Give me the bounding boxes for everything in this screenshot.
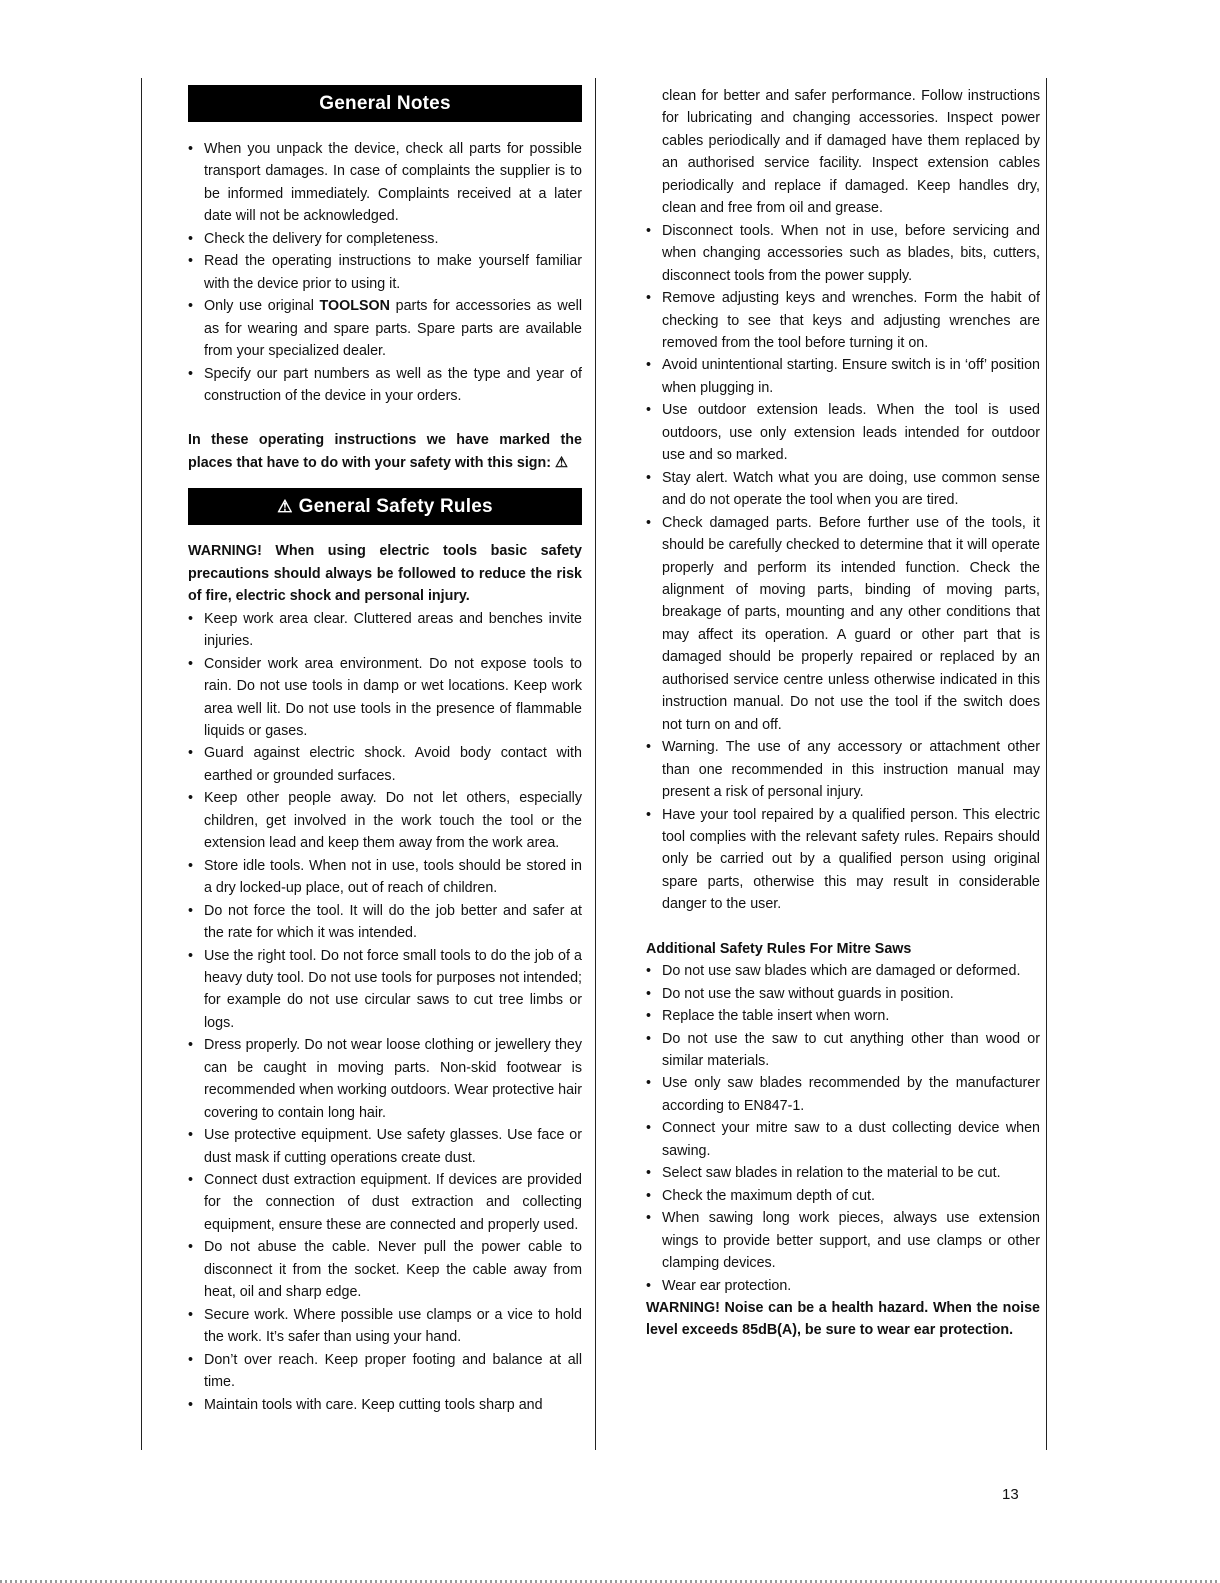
list-item: • Remove adjusting keys and wrenches. Form the habit of checking to see that keys and adjusting wrenches are removed from the tool before turning it on. — [646, 287, 1040, 354]
mitre-saw-rules-heading: Additional Safety Rules For Mitre Saws — [646, 940, 912, 957]
general-notes-list — [188, 138, 582, 407]
safety-rules-list-continued — [646, 220, 1040, 916]
list-item: • Stay alert. Watch what you are doing, use common sense and do not operate the tool when you are tired. — [646, 467, 1040, 512]
list-item: • Avoid unintentional starting. Ensure switch is in ‘off’ position when plugging in. — [646, 354, 1040, 399]
list-item: • Check damaged parts. Before further use of the tools, it should be carefully checked to determine that it will operate properly and perform its intended function. Check the alignment of moving parts, binding of moving parts, breakage of parts, mounting and any other conditions that may affect its operation. A guard or other part that is damaged should be properly repaired or replaced by an authorised service centre unless otherwise indicated in this instruction manual. Do not use the tool if the switch does not turn on and off. — [646, 512, 1040, 737]
list-item: • Connect dust extraction equipment. If devices are provided for the connection of dust extraction and collecting equipment, ensure these are connected and properly used. — [188, 1169, 582, 1236]
list-item: • Do not use the saw to cut anything other than wood or similar materials. — [646, 1028, 1040, 1073]
safety-warning-text: WARNING! When using electric tools basic safety precautions should always be followed to reduce the risk of fire, electric shock and personal injury. — [188, 543, 582, 605]
list-item: • Check the delivery for completeness. — [188, 228, 582, 250]
list-item: • Keep work area clear. Cluttered areas and benches invite injuries. — [188, 608, 582, 653]
safety-sign-note: In these operating instructions we have marked the places that have to do with your safety with this sign: ⚠ — [188, 432, 582, 471]
list-item: • Guard against electric shock. Avoid body contact with earthed or grounded surfaces. — [188, 742, 582, 787]
general-safety-rules-heading: ⚠ General Safety Rules — [188, 488, 582, 525]
right-column — [646, 85, 1040, 1342]
list-item: • Use outdoor extension leads. When the tool is used outdoors, use only extension leads intended for outdoor use and so marked. — [646, 399, 1040, 466]
list-item: • Keep other people away. Do not let others, especially children, get involved in the work touch the tool or the extension lead and keep them away from the work area. — [188, 787, 582, 854]
list-item: • When sawing long work pieces, always use extension wings to provide better support, and use clamps or other clamping devices. — [646, 1207, 1040, 1274]
list-item: • Specify our part numbers as well as the type and year of construction of the device in your orders. — [188, 363, 582, 408]
list-item: • Replace the table insert when worn. — [646, 1005, 1040, 1027]
list-item: • Store idle tools. When not in use, tools should be stored in a dry locked-up place, out of reach of children. — [188, 855, 582, 900]
list-item: • Consider work area environment. Do not expose tools to rain. Do not use tools in damp or wet locations. Keep work area well lit. Do not use tools in the presence of flammable liquids or gases. — [188, 653, 582, 743]
list-item: • Do not use saw blades which are damaged or deformed. — [646, 960, 1040, 982]
list-item: • Maintain tools with care. Keep cutting tools sharp and — [188, 1394, 582, 1416]
list-item: • Use the right tool. Do not force small tools to do the job of a heavy duty tool. Do not use tools for purposes not intended; for example do not use circular saws to cut tree limbs or logs. — [188, 945, 582, 1035]
list-item: • Secure work. Where possible use clamps or a vice to hold the work. It’s safer than using your hand. — [188, 1304, 582, 1349]
brand-name: TOOLSON — [319, 298, 390, 315]
list-item: • Connect your mitre saw to a dust collecting device when sawing. — [646, 1117, 1040, 1162]
left-column — [188, 85, 582, 1416]
list-item: • Do not abuse the cable. Never pull the power cable to disconnect it from the socket. Keep the cable away from heat, oil and sharp edge. — [188, 1236, 582, 1303]
list-item: • Have your tool repaired by a qualified person. This electric tool complies with the relevant safety rules. Repairs should only be carried out by a qualified person using original spare parts, otherwise this may result in considerable danger to the user. — [646, 804, 1040, 916]
center-divider-rule — [595, 78, 596, 1450]
left-margin-rule — [141, 78, 142, 1450]
list-item: • When you unpack the device, check all parts for possible transport damages. In case of complaints the supplier is to be informed immediately. Complaints received at a later date will not be acknowledged. — [188, 138, 582, 228]
page-number: 13 — [1002, 1486, 1019, 1503]
safety-rules-list — [188, 608, 582, 1416]
list-item: • Dress properly. Do not wear loose clothing or jewellery they can be caught in moving parts. Non-skid footwear is recommended when working outdoors. Wear protective hair covering to contain long hair. — [188, 1034, 582, 1124]
list-item: • Use protective equipment. Use safety glasses. Use face or dust mask if cutting operations create dust. — [188, 1124, 582, 1169]
list-item: • Disconnect tools. When not in use, before servicing and when changing accessories such as blades, bits, cutters, disconnect tools from the power supply. — [646, 220, 1040, 287]
list-item: • Do not force the tool. It will do the job better and safer at the rate for which it was intended. — [188, 900, 582, 945]
list-item: • Only use original TOOLSON parts for accessories as well as for wearing and spare parts. Spare parts are available from your specialized dealer. — [188, 295, 582, 362]
right-margin-rule — [1046, 78, 1047, 1450]
list-item: • Check the maximum depth of cut. — [646, 1185, 1040, 1207]
list-item: • Select saw blades in relation to the material to be cut. — [646, 1162, 1040, 1184]
warning-triangle-icon: ⚠ — [277, 497, 293, 517]
list-item: • Read the operating instructions to make yourself familiar with the device prior to using it. — [188, 250, 582, 295]
list-item: • Wear ear protection. — [646, 1275, 1040, 1297]
general-notes-heading: General Notes — [188, 85, 582, 122]
list-item: • Do not use the saw without guards in position. — [646, 983, 1040, 1005]
list-item: • Use only saw blades recommended by the manufacturer according to EN847-1. — [646, 1072, 1040, 1117]
continued-paragraph: clean for better and safer performance. Follow instructions for lubricating and changing accessories. Inspect power cables periodically and if damaged have them replaced by an authorised service facility. Inspect extension cables periodically and replace if damaged. Keep handles dry, clean and free from oil and grease. — [662, 88, 1040, 217]
list-item: • Warning. The use of any accessory or attachment other than one recommended in this instruction manual may present a risk of personal injury. — [646, 736, 1040, 803]
noise-warning-text: WARNING! Noise can be a health hazard. When the noise level exceeds 85dB(A), be sure to wear ear protection. — [646, 1300, 1040, 1339]
mitre-saw-rules-list — [646, 960, 1040, 1297]
list-item: • Don’t over reach. Keep proper footing and balance at all time. — [188, 1349, 582, 1394]
